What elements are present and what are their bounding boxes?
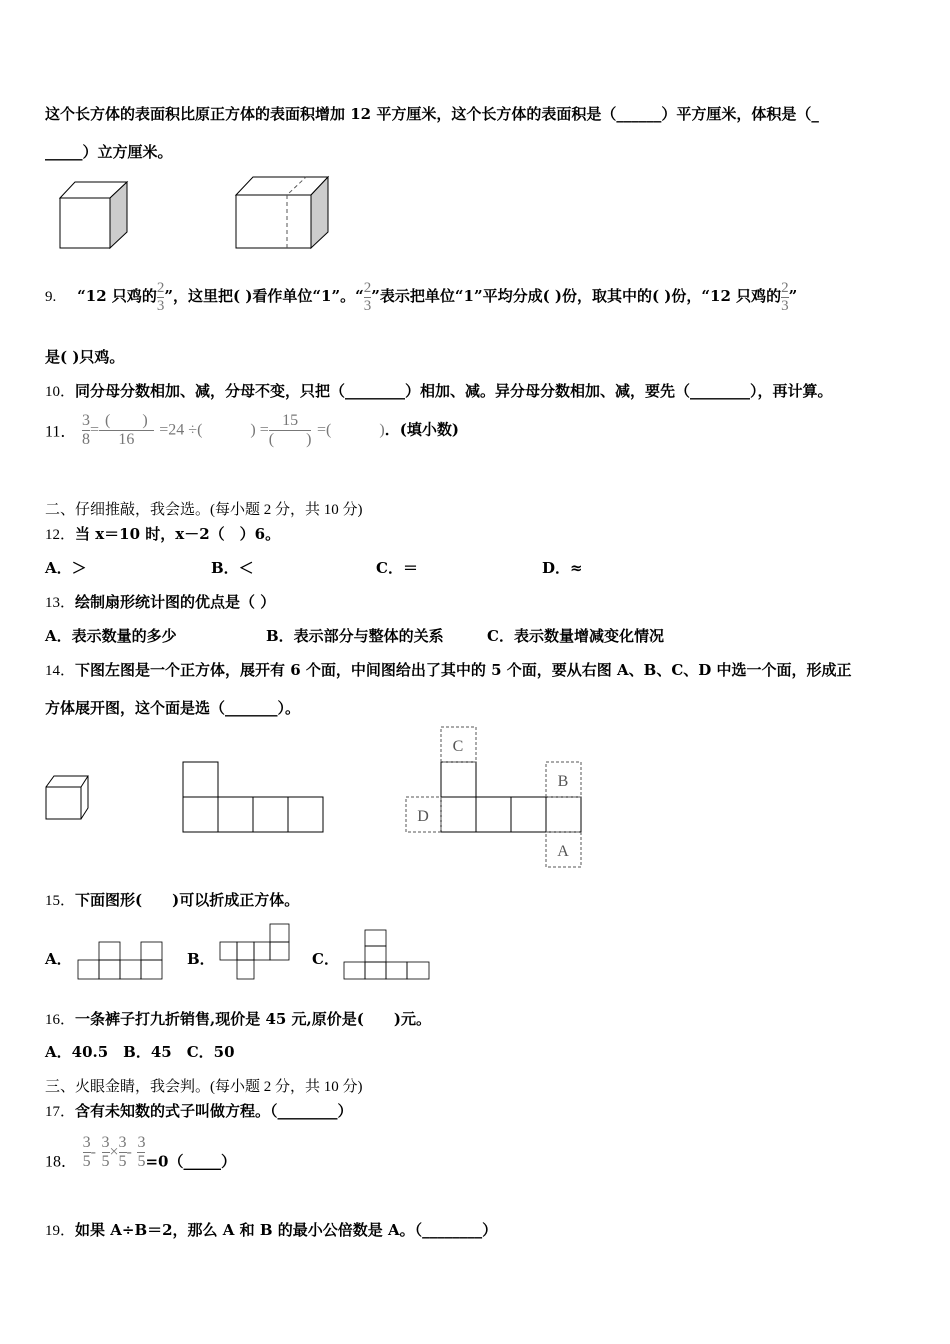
q8-line2: _____）立方厘米。: [45, 143, 173, 161]
net-label-d: D: [417, 808, 429, 825]
cube-figures: [55, 175, 340, 255]
q13-option-a[interactable]: A．表示数量的多少: [45, 627, 177, 645]
q18: 18． $\frac{3}{5}$ - $\frac{3}{5}$ × $\frac{3}{5}$ - $\frac{3}{5}$ =0（_____）: [45, 1134, 236, 1171]
cube-net-figures: [40, 720, 600, 875]
section3-heading: 三、火眼金睛，我会判。(每小题 2 分，共 10 分): [45, 1079, 363, 1095]
fraction: $\frac{2}{3}$: [363, 280, 372, 314]
fraction: $\frac{2}{3}$: [156, 280, 165, 314]
section2-heading: 二、仔细推敲，我会选。(每小题 2 分，共 10 分): [45, 502, 363, 518]
q12-option-d[interactable]: D．≈: [542, 559, 583, 577]
net-label-c: C: [452, 738, 464, 755]
q9-line2: 是( )只鸡。: [45, 348, 125, 366]
q11: 11． $\frac{3}{8}$ = ( ) 16 =24 ÷( ) = 15 ( ) =( )．(填小数): [45, 412, 459, 448]
q12-option-a[interactable]: A．＞: [45, 559, 87, 577]
q15-option-c[interactable]: C．: [312, 950, 339, 968]
q13: 13．绘制扇形统计图的优点是（ ）: [45, 593, 276, 611]
q19: 19．如果 A÷B＝2，那么 A 和 B 的最小公倍数是 A。（________）: [45, 1221, 498, 1239]
q10: 10．同分母分数相加、减，分母不变，只把（________）相加、减。异分母分数相加、减，要先（________），再计算。: [45, 382, 833, 400]
q14-line1: 14．下图左图是一个正方体，展开有 6 个面，中间图给出了其中的 5 个面，要从右图 A、B、C、D 中选一个面，形成正: [45, 661, 852, 679]
q15: 15．下面图形( )可以折成正方体。: [45, 891, 300, 909]
q15-option-a[interactable]: A．: [45, 950, 72, 968]
q12-option-b[interactable]: B．＜: [211, 559, 254, 577]
q13-option-b[interactable]: B．表示部分与整体的关系: [266, 627, 444, 645]
q8-line1: 这个长方体的表面积比原正方体的表面积增加 12 平方厘米，这个长方体的表面积是（______）平方厘米，体积是（_: [45, 105, 819, 123]
fraction: $\frac{2}{3}$: [781, 280, 789, 314]
q14-line2: 方体展开图，这个面是选（_______）。: [45, 699, 301, 717]
q9-line1: 9. “12 只鸡的 $\frac{2}{3}$ ”，这里把( )看作单位“1”。“ $\frac{2}{3}$ ”表示把单位“1”平均分成( )份，取其中的( )份，“12 只鸡的 $\frac{2}{3}$ ”: [45, 280, 798, 314]
q16: 16．一条裤子打九折销售,现价是 45 元,原价是( )元。: [45, 1010, 431, 1028]
q12-option-c[interactable]: C．＝: [376, 559, 418, 577]
net-label-a: A: [557, 843, 569, 860]
q12: 12．当 x＝10 时，x－2（ ）6。: [45, 525, 281, 543]
q17: 17．含有未知数的式子叫做方程。（________）: [45, 1102, 353, 1120]
q15-option-b[interactable]: B．: [187, 950, 215, 968]
q15-figures: [70, 918, 440, 986]
net-label-b: B: [557, 773, 569, 790]
q13-option-c[interactable]: C．表示数量增减变化情况: [487, 627, 664, 645]
q16-options[interactable]: A．40.5 B．45 C．50: [45, 1043, 235, 1061]
